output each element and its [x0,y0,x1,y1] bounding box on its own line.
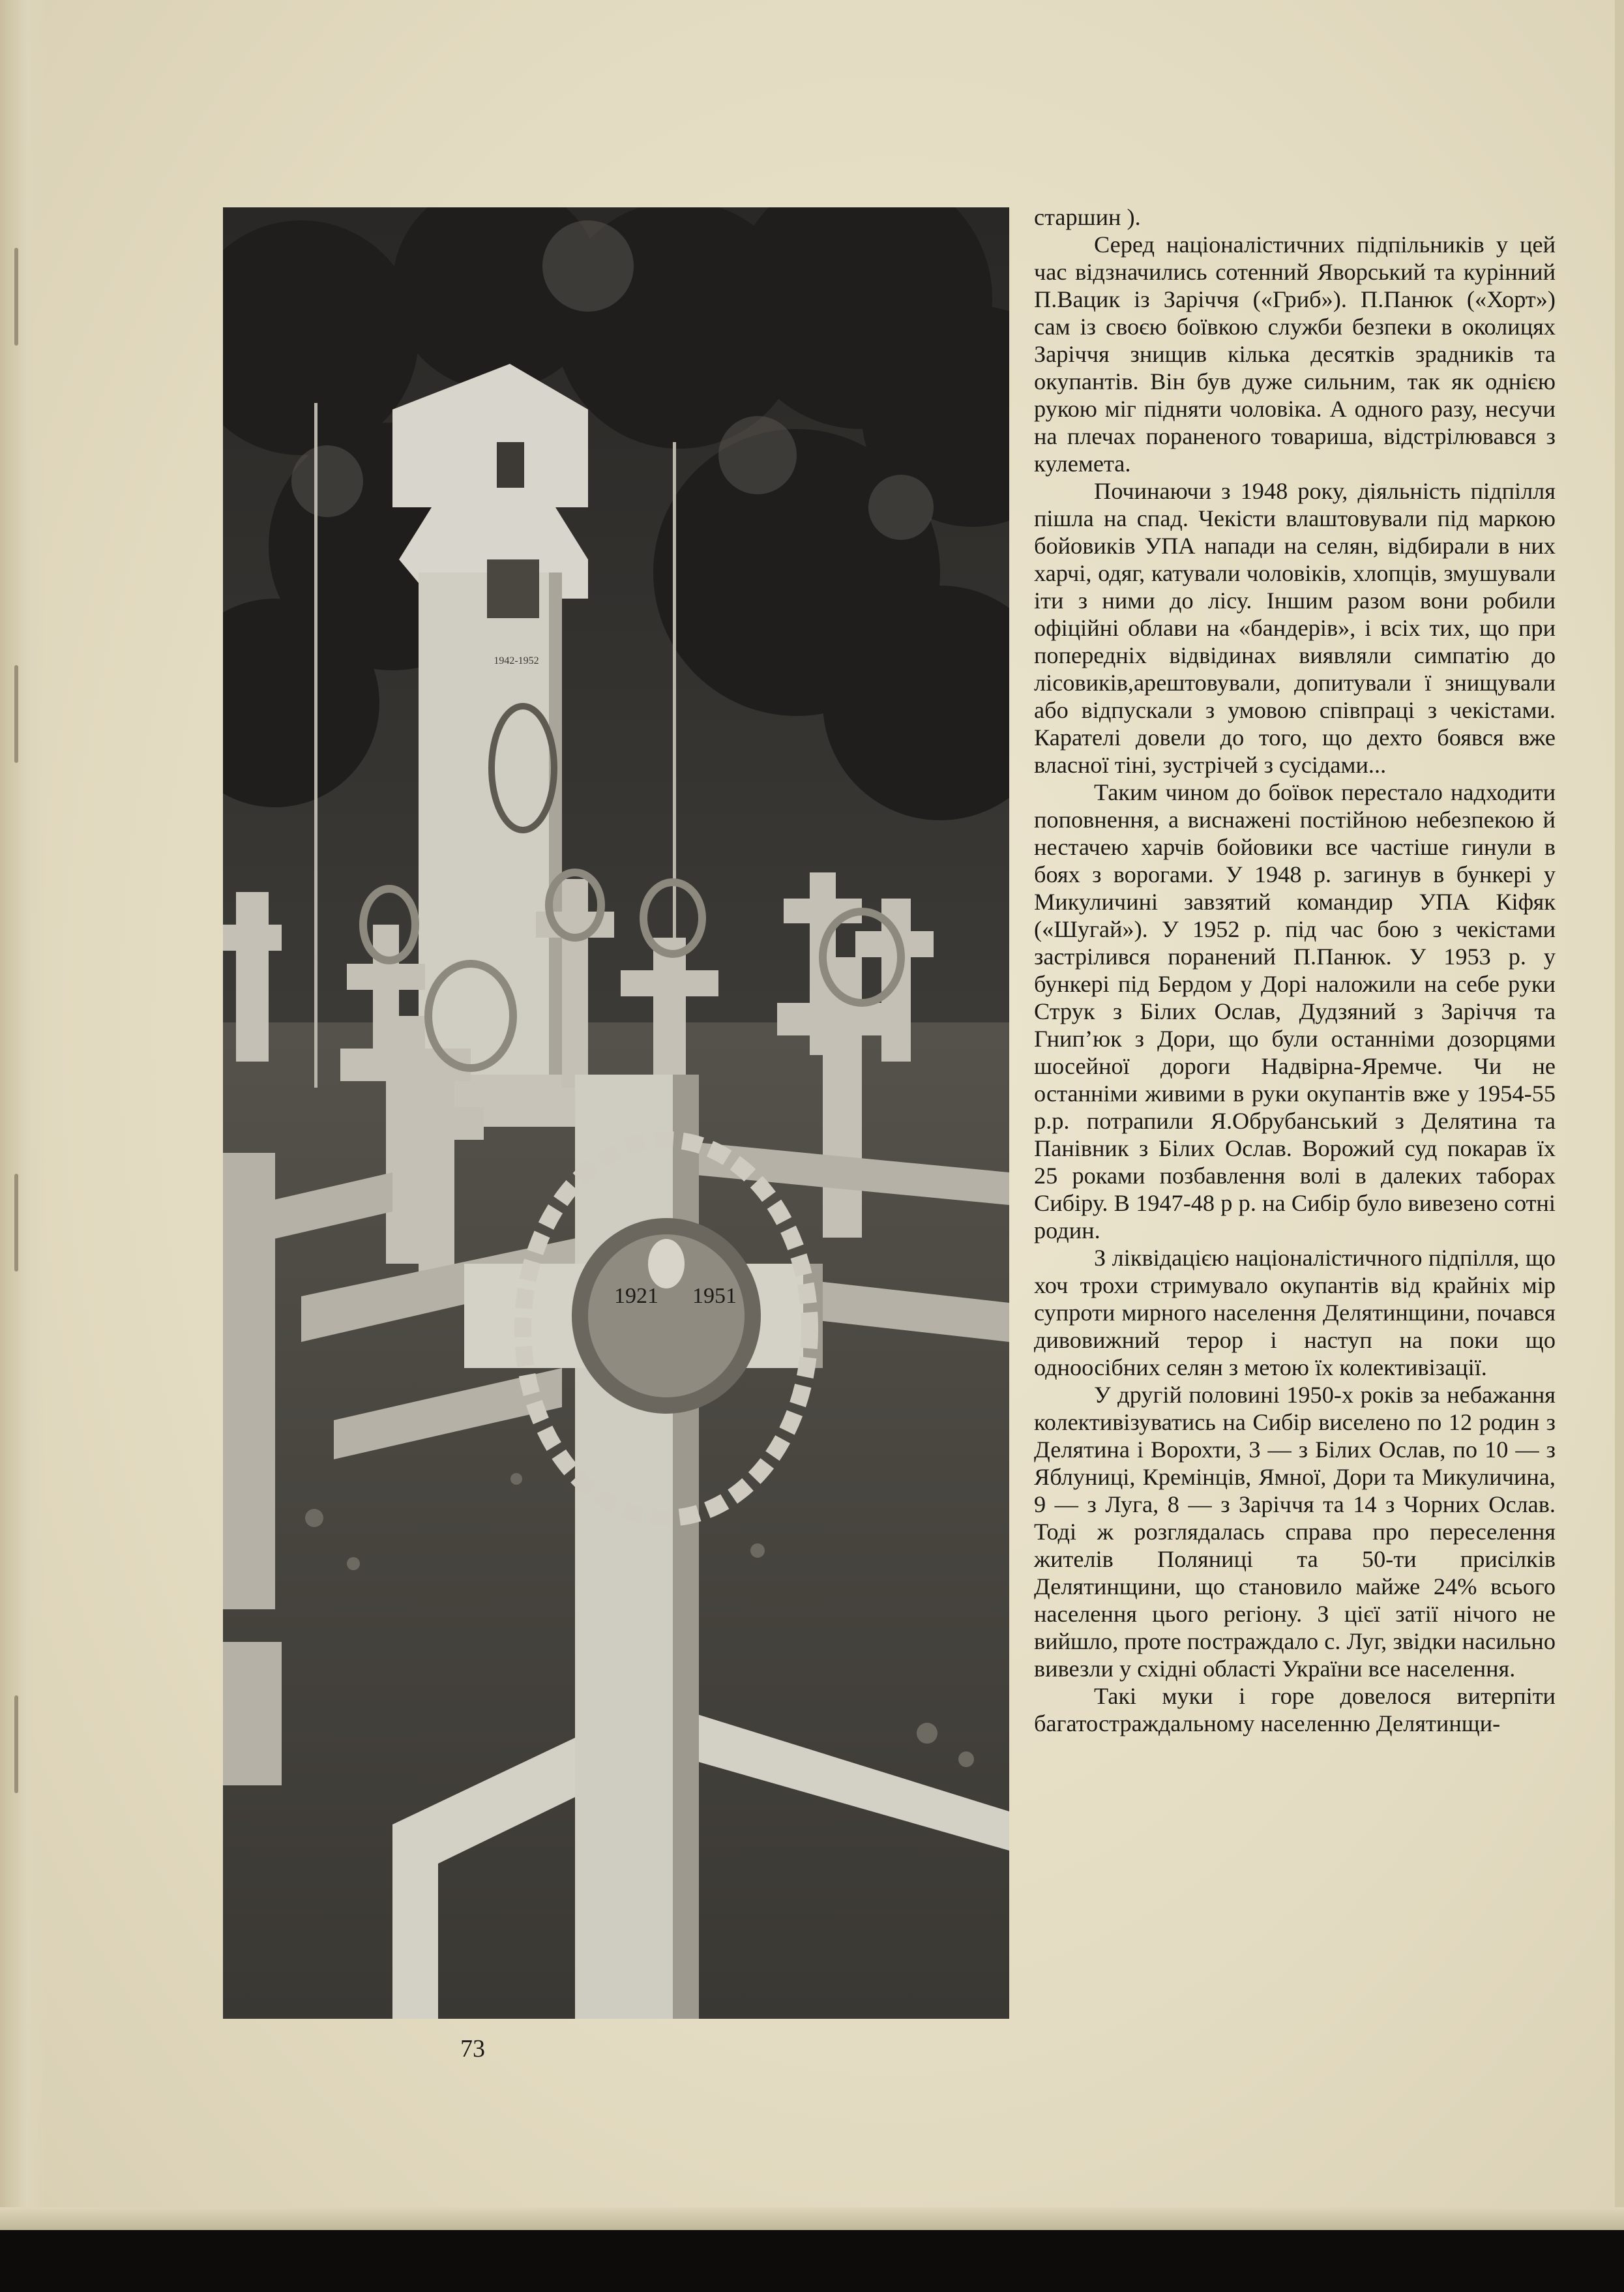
paragraph: Таким чином до боївок перестало надходити поповнення, а виснажені постійною небезпекою й нестачею харчів бойовики все частіше гинули в боях з ворогами. У 1948 р. загинув в бункері у Микуличині завзятий командир УПА Кіфяк («Шугай»). У 1952 р. під час бою з чекістами застрілився поранений П.Панюк. У 1953 р. у бункері під Бердом у Дорі наложили на себе руки Струк з Білих Ослав, Дудзяний з Заріччя та Гнип’юк з Дори, що були останніми дозорцями шосейної дороги Надвірна-Яремче. Чи не останніми живими в руки окупантів вже у 1954-55 р.р. потрапили Я.Обрубанський з Делятина та Панівник з Білих Ослав. Ворожий суд покарав їх 25 роками позбавлення волі в далеких таборах Сибіру. В 1947-48 р р. на Сибір було вивезено сотні родин. [1034,779,1556,1243]
binding-stitch [14,1695,18,1793]
paragraph: У другій половині 1950-х років за небажання колективізуватись на Сибір виселено по 12 родин з Делятина і Ворохти, 3 — з Білих Ослав, по 10 — з Яблуниці, Кремінців, Ямної, Дори та Микуличина, 9 — з Луга, 8 — з Заріччя та 14 з Чорних Ослав. Тоді ж розглядалась справа про переселення жителів Поляниці та 50-ти присілків Делятинщини, що становило майже 24% всього населення цього регіону. З цієї затії нічого не вийшло, проте постраждало с. Луг, звідки насильно вивезли у східні області України все населення. [1034,1382,1556,1682]
monument-dates: 1942-1952 [494,655,539,666]
page-right-edge [1615,0,1624,2230]
binding-stitch [14,248,18,346]
paragraph: З ліквідацією націоналістичного підпілля, що хоч трохи стримувало окупантів від крайніх мір супроти мирного населення Делятинщини, почався дивовижний терор і наступ на поки що одноосібних селян з метою їх колективізації. [1034,1245,1556,1380]
cemetery-photo-drawing [223,207,1009,2019]
cemetery-photo [223,207,1009,2019]
monument-cross [392,364,588,1127]
plaque-year-right: 1951 [692,1284,737,1308]
paragraph: старшин ). [1034,204,1141,230]
paragraph: Такі муки і горе довелося витерпіти багатостраждальному населенню Делятинщи- [1034,1683,1556,1736]
plaque-year-left: 1921 [614,1284,658,1308]
scan-background [0,2230,1624,2292]
paragraph: Починаючи з 1948 року, діяльність підпілля пішла на спад. Чекісти влаштовували під маркою бойовиків УПА напади на селян, відбирали в них харчі, одяг, катували чоловіків, хлопців, змушували іти з ними до лісу. Іншим разом вони робили офіційні облави на «бандерів», і всіх тих, що при попередніх відвідинах виявляли симпатію до лісовиків,арештовували, допитували ї знищували або відпускали з умовою співпраці з чекістами. Карателі довели до того, що дехто боявся вже власної тіні, зустрічей з сусідами... [1034,478,1556,778]
paragraph: Серед націоналістичних підпільників у цей час відзначились сотенний Яворський та курінний П.Вацик із Заріччя («Гриб»). П.Панюк («Хорт») сам із своєю боївкою служби безпеки в околицях Заріччя знищив кілька десятків зрадників та окупантів. Він був дуже сильним, так як однією рукою міг підняти чоловіка. А одного разу, несучи на плечах пораненого товариша, відстрілювався з кулемета. [1034,231,1556,477]
binding-stitch [14,1174,18,1272]
page-number: 73 [460,2035,485,2062]
article-text [1034,203,1556,1737]
page-spine [0,0,46,2292]
binding-stitch [14,665,18,763]
page-bottom-edge [0,2207,1624,2233]
